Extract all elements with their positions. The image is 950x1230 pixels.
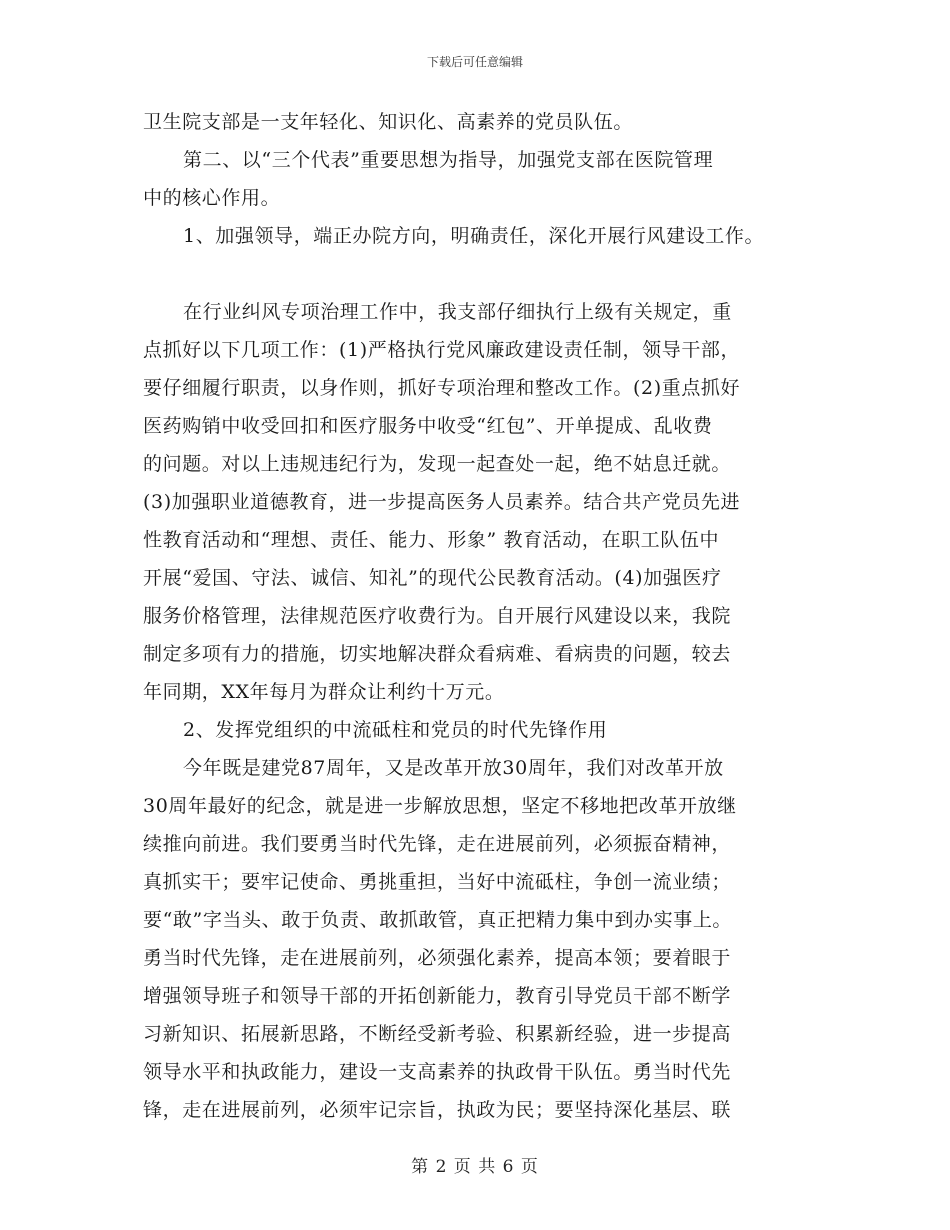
- page-header-note: 下载后可任意编辑: [426, 55, 523, 69]
- text-line: 点抓好以下几项工作：(1)严格执行党风廉政建设责任制，领导干部，: [143, 339, 741, 361]
- text-line: 第二、以“三个代表”重要思想为指导，加强党支部在医院管理: [183, 149, 714, 171]
- text-line: 的问题。对以上违规违纪行为，发现一起查处一起，绝不姑息迁就。: [143, 453, 732, 475]
- text-line: 医药购销中收受回扣和医疗服务中收受“红包”、开单提成、乱收费: [143, 415, 713, 437]
- text-line: 续推向前进。我们要勇当时代先锋，走在进展前列，必须振奋精神，: [143, 833, 732, 855]
- page-number-footer: 第 2 页 共 6 页: [411, 1157, 539, 1177]
- text-line: 制定多项有力的措施，切实地解决群众看病难、看病贵的问题，较去: [143, 643, 732, 665]
- text-line: (3)加强职业道德教育，进一步提高医务人员素养。结合共产党员先进: [143, 491, 741, 513]
- text-line: 2、发挥党组织的中流砥柱和党员的时代先锋作用: [183, 719, 608, 741]
- text-line: 开展“爱国、守法、诚信、知礼”的现代公民教育活动。(4)加强医疗: [143, 567, 722, 589]
- text-line: 今年既是建党87周年，又是改革开放30周年，我们对改革开放: [183, 757, 724, 779]
- text-line: 性教育活动和“理想、责任、能力、形象” 教育活动，在职工队伍中: [143, 529, 720, 551]
- text-line: 锋，走在进展前列，必须牢记宗旨，执政为民；要坚持深化基层、联: [143, 1099, 732, 1121]
- text-line: 30周年最好的纪念，就是进一步解放思想，坚定不移地把改革开放继: [143, 795, 737, 817]
- text-line: 习新知识、拓展新思路，不断经受新考验、积累新经验，进一步提高: [143, 1023, 732, 1045]
- text-line: 领导水平和执政能力，建设一支高素养的执政骨干队伍。勇当时代先: [143, 1061, 732, 1083]
- text-line: 中的核心作用。: [143, 187, 281, 209]
- text-line: 勇当时代先锋，走在进展前列，必须强化素养，提高本领；要着眼于: [143, 947, 732, 969]
- text-line: 年同期，XX年每月为群众让利约十万元。: [143, 681, 505, 703]
- text-line: 在行业纠风专项治理工作中，我支部仔细执行上级有关规定，重: [183, 301, 732, 323]
- text-line: 服务价格管理，法律规范医疗收费行为。自开展行风建设以来，我院: [143, 605, 732, 627]
- text-line: 真抓实干；要牢记使命、勇挑重担，当好中流砥柱，争创一流业绩；: [143, 871, 732, 893]
- text-line: 卫生院支部是一支年轻化、知识化、高素养的党员队伍。: [143, 111, 634, 133]
- text-line: 要仔细履行职责，以身作则，抓好专项治理和整改工作。(2)重点抓好: [143, 377, 741, 399]
- text-line: 增强领导班子和领导干部的开拓创新能力，教育引导党员干部不断学: [143, 985, 732, 1007]
- text-line: 要“敢”字当头、敢于负责、敢抓敢管，真正把精力集中到办实事上。: [143, 909, 733, 931]
- text-line: 1、加强领导，端正办院方向，明确责任，深化开展行风建设工作。: [183, 225, 765, 247]
